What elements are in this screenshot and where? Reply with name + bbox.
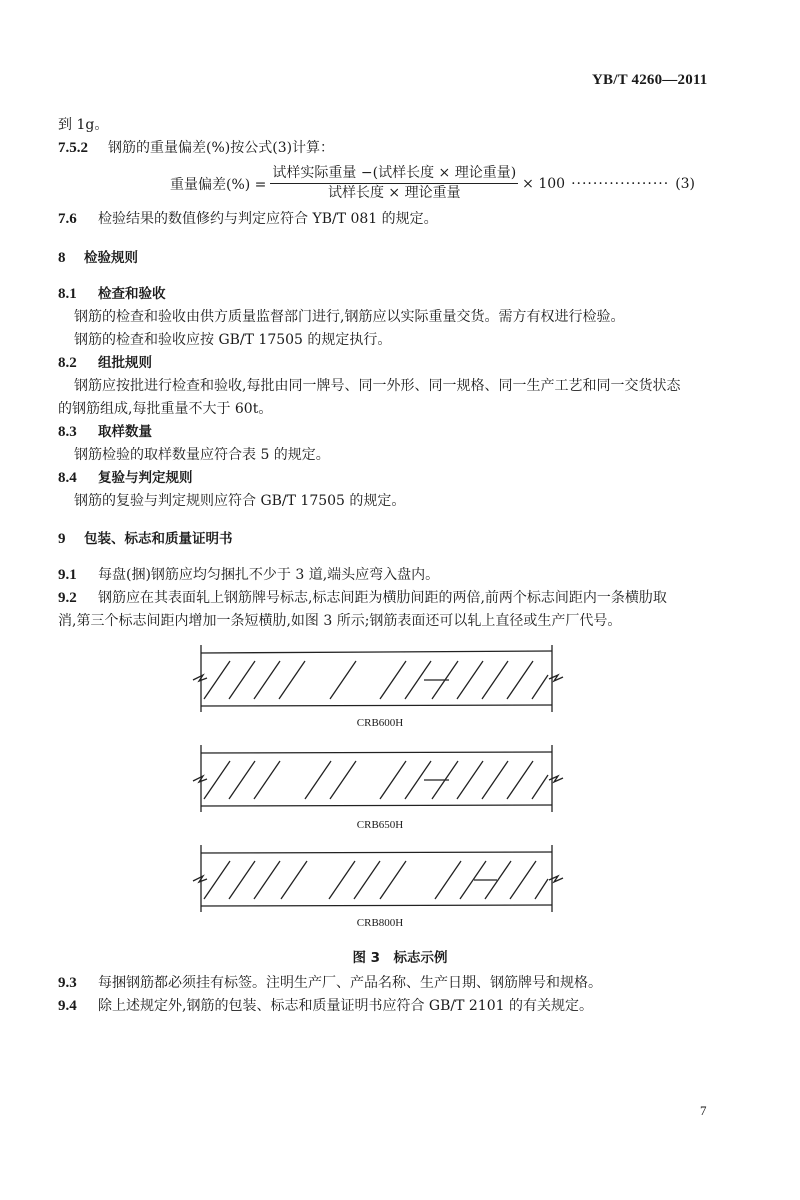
clause-number: 8.3 — [58, 424, 77, 440]
clause-7-5-2 — [58, 139, 334, 157]
weight-deviation-formula — [170, 165, 695, 202]
formula-leader-dots: ·················· — [571, 175, 670, 192]
section-title: 包装、标志和质量证明书 — [84, 531, 233, 547]
paragraph: 钢筋应按批进行检查和验收,每批由同一牌号、同一外形、同一规格、同一生产工艺和同一交货状态 — [74, 378, 681, 394]
clause-9-3 — [58, 974, 602, 992]
figure-label: CRB800H — [356, 917, 404, 929]
clause-number: 7.5.2 — [58, 140, 88, 156]
paragraph: 钢筋的检查和验收由供方质量监督部门进行,钢筋应以实际重量交货。需方有权进行检验。 — [74, 309, 625, 325]
paragraph: 钢筋的检查和验收应按 GB/T 17505 的规定执行。 — [74, 332, 392, 348]
clause-text: 每盘(捆)钢筋应均匀捆扎不少于 3 道,端头应弯入盘内。 — [98, 567, 440, 583]
clause-title: 检查和验收 — [98, 286, 166, 302]
formula-lhs: 重量偏差(%) = — [170, 176, 267, 193]
clause-9-2-continuation: 消,第三个标志间距内增加一条短横肋,如图 3 所示;钢筋表面还可以轧上直径或生产厂代号。 — [58, 613, 622, 629]
clause-number: 9.1 — [58, 567, 77, 583]
section-title: 检验规则 — [84, 250, 138, 266]
formula-denominator: 试样长度 × 理论重量 — [327, 185, 461, 201]
paragraph: 钢筋的复验与判定规则应符合 GB/T 17505 的规定。 — [74, 493, 406, 509]
clause-title: 复验与判定规则 — [98, 470, 193, 486]
formula-numerator: 试样实际重量 −(试样长度 × 理论重量) — [270, 165, 518, 184]
clause-7-6 — [58, 210, 438, 228]
standard-number: YB/T 4260—2011 — [592, 72, 708, 88]
rebar-marking-figure-crb650h — [190, 745, 570, 835]
clause-text: 检验结果的数值修约与判定应符合 YB/T 081 的规定。 — [98, 211, 438, 227]
clause-number: 7.6 — [58, 211, 77, 227]
clause-text: 钢筋应在其表面轧上钢筋牌号标志,标志间距为横肋间距的两倍,前两个标志间距内一条横肋取 — [98, 590, 667, 606]
clause-9-2 — [58, 589, 667, 607]
section-9-heading — [58, 530, 233, 548]
paragraph-continuation: 的钢筋组成,每批重量不大于 60t。 — [58, 401, 273, 417]
rebar-drawing — [190, 645, 570, 715]
clause-8-4-heading — [58, 469, 193, 487]
figure-label: CRB600H — [356, 717, 404, 729]
clause-9-4 — [58, 997, 593, 1015]
clause-number: 9.2 — [58, 590, 77, 606]
rebar-drawing — [190, 745, 570, 815]
clause-text: 每捆钢筋都必须挂有标签。注明生产厂、产品名称、生产日期、钢筋牌号和规格。 — [98, 975, 602, 991]
clause-number: 8.1 — [58, 286, 77, 302]
clause-number: 8.2 — [58, 355, 77, 371]
clause-text: 钢筋的重量偏差(%)按公式(3)计算： — [108, 140, 335, 156]
section-number: 8 — [58, 250, 66, 266]
clause-8-3-heading — [58, 423, 152, 441]
figure-caption: 图 3 标志示例 — [352, 950, 448, 966]
section-number: 9 — [58, 531, 66, 547]
clause-title: 组批规则 — [98, 355, 152, 371]
clause-8-2-heading — [58, 354, 152, 372]
paragraph: 钢筋检验的取样数量应符合表 5 的规定。 — [74, 447, 330, 463]
section-8-heading — [58, 249, 138, 267]
formula-multiplier: × 100 — [522, 175, 566, 192]
rebar-marking-figure-crb600h — [190, 645, 570, 735]
clause-number: 8.4 — [58, 470, 77, 486]
continuation-line: 到 1g。 — [58, 117, 109, 133]
formula-equation-number: (3) — [675, 175, 696, 192]
figure-label: CRB650H — [356, 819, 404, 831]
clause-text: 除上述规定外,钢筋的包装、标志和质量证明书应符合 GB/T 2101 的有关规定。 — [98, 998, 593, 1014]
clause-9-1 — [58, 566, 439, 584]
clause-8-1-heading — [58, 285, 166, 303]
rebar-drawing — [190, 845, 570, 915]
formula-fraction — [270, 165, 518, 202]
rebar-marking-figure-crb800h — [190, 845, 570, 935]
page-number: 7 — [700, 1103, 707, 1118]
clause-number: 9.3 — [58, 975, 77, 991]
clause-title: 取样数量 — [98, 424, 152, 440]
clause-number: 9.4 — [58, 998, 77, 1014]
